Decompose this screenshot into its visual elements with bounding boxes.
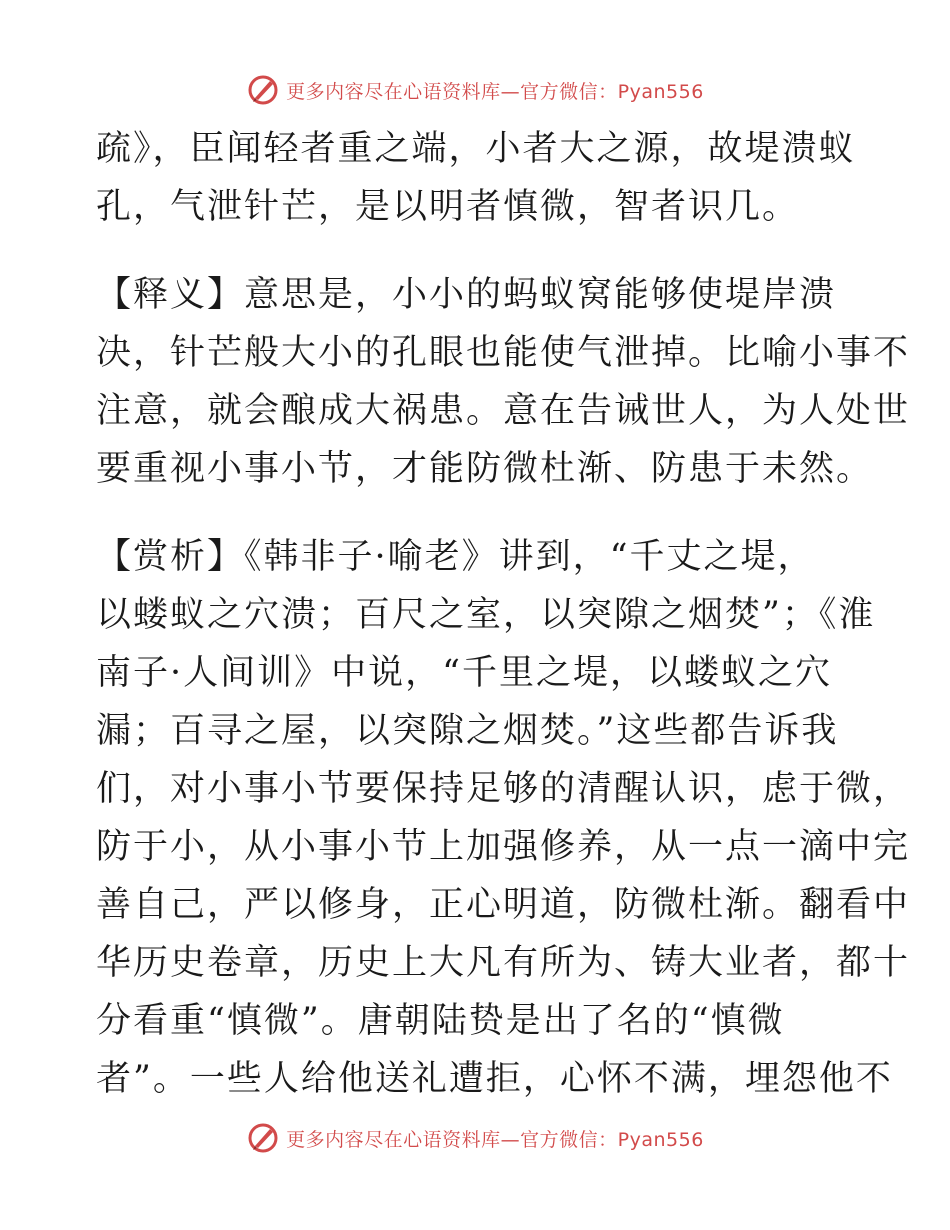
text-line: 分看重“慎微”。唐朝陆贽是出了名的“慎微	[96, 1001, 785, 1041]
text-line: 漏；百寻之屋，以突隙之烟焚。”这些都告诉我	[96, 711, 839, 751]
text-line: 孔，气泄针芒，是以明者慎微，智者识几。	[96, 187, 800, 227]
text-line: 要重视小事小节，才能防微杜渐、防患于未然。	[96, 449, 874, 489]
quill-logo-icon	[246, 73, 280, 107]
text-line: 者”。一些人给他送礼遭拒，心怀不满，埋怨他不	[96, 1059, 893, 1099]
paragraph-appreciation	[96, 528, 911, 1108]
text-line: 们，对小事小节要保持足够的清醒认识，虑于微，	[96, 769, 911, 809]
text-line: 华历史卷章，历史上大凡有所为、铸大业者，都十	[96, 943, 911, 983]
header-banner	[0, 70, 950, 110]
paragraph-source	[96, 120, 856, 236]
footer-banner	[0, 1118, 950, 1158]
paragraph-meaning	[96, 266, 911, 498]
text-line: 南子·人间训》中说，“千里之堤，以蝼蚁之穴	[96, 653, 833, 693]
text-line: 【释义】意思是，小小的蚂蚁窝能够使堤岸溃	[96, 275, 837, 315]
text-line: 疏》，臣闻轻者重之端，小者大之源，故堤溃蚁	[96, 129, 856, 169]
text-line: 以蝼蚁之穴溃；百尺之室，以突隙之烟焚”；《淮	[96, 595, 876, 635]
quill-logo-icon	[246, 1121, 280, 1155]
text-line: 防于小，从小事小节上加强修养，从一点一滴中完	[96, 827, 911, 867]
text-line: 善自己，严以修身，正心明道，防微杜渐。翻看中	[96, 885, 911, 925]
document-body	[96, 120, 911, 1108]
text-line: 注意，就会酿成大祸患。意在告诫世人，为人处世	[96, 391, 911, 431]
text-line: 【赏析】《韩非子·喻老》讲到，“千丈之堤，	[96, 537, 815, 577]
text-line: 决，针芒般大小的孔眼也能使气泄掉。比喻小事不	[96, 333, 911, 373]
header-banner-text: 更多内容尽在心语资料库—官方微信：Pyan556	[286, 80, 704, 103]
footer-banner-text: 更多内容尽在心语资料库—官方微信：Pyan556	[286, 1128, 704, 1151]
